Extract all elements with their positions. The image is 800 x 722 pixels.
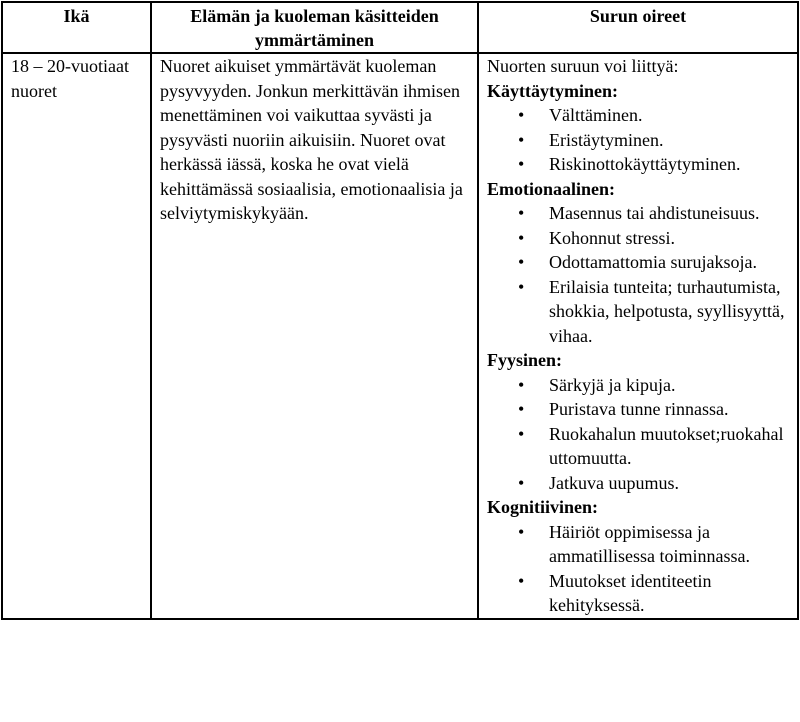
bullet-icon: • bbox=[518, 105, 525, 125]
bullet-icon: • bbox=[518, 374, 525, 395]
understanding-cell: Nuoret aikuiset ymmärtävät kuoleman pysyvyyden. Jonkun merkittävän ihmisen menettäminen voi vaikuttaa syvästi ja pysyvästi nuoriin aikuisiin. Nuoret ovat herkässä iässä, koska he ovat vielä kehittämässä sosiaalisia, emotionaalisia ja selviytymiskykyään. bbox=[151, 53, 478, 619]
bullet-icon: • bbox=[518, 129, 525, 150]
category-cognitive-title: Kognitiivinen: bbox=[487, 497, 599, 517]
header-understanding: Elämän ja kuoleman käsitteiden ymmärtäminen bbox=[151, 2, 478, 53]
category-physical-list bbox=[487, 373, 789, 496]
bullet-icon: • bbox=[518, 423, 525, 444]
category-emotional-title: Emotionaalinen: bbox=[487, 178, 616, 199]
symptoms-intro: Nuorten suruun voi liittyä: bbox=[487, 56, 679, 76]
list-item: • Odottamattomia surujaksoja. bbox=[549, 250, 789, 275]
header-age: Ikä bbox=[2, 2, 151, 53]
list-item: • Riskinottokäyttäytyminen. bbox=[549, 152, 789, 177]
bullet-icon: • bbox=[518, 570, 525, 591]
list-item: • Ruokahalun muutokset;ruokahaluttomuutta. bbox=[518, 423, 784, 468]
list-item: • Masennus tai ahdistuneisuus. bbox=[549, 201, 789, 226]
age-cell: 18 – 20-vuotiaat nuoret bbox=[2, 53, 151, 619]
category-behavioral-title: Käyttäytyminen: bbox=[487, 80, 618, 101]
category-cognitive-list bbox=[487, 520, 789, 618]
bullet-icon: • bbox=[518, 521, 525, 542]
bullet-icon: • bbox=[518, 276, 525, 297]
grief-symptoms-table bbox=[1, 1, 799, 620]
list-item: • Häiriöt oppimisessa ja ammatillisessa toiminnassa. bbox=[518, 521, 750, 566]
bullet-icon: • bbox=[518, 472, 525, 493]
bullet-icon: • bbox=[518, 252, 525, 272]
list-item: • Eristäytyminen. bbox=[549, 128, 789, 153]
list-item: • Erilaisia tunteita; turhautumista, shokkia, helpotusta, syyllisyyttä, vihaa. bbox=[518, 276, 785, 346]
category-emotional-list bbox=[487, 201, 789, 348]
bullet-icon: • bbox=[518, 399, 525, 419]
table-row bbox=[2, 53, 798, 619]
bullet-icon: • bbox=[518, 227, 525, 248]
list-item: • Jatkuva uupumus. bbox=[549, 471, 789, 496]
category-physical-title: Fyysinen: bbox=[487, 350, 563, 370]
list-item: • Muutokset identiteetin kehityksessä. bbox=[518, 570, 712, 615]
table-header-row bbox=[2, 2, 798, 53]
list-item: • Kohonnut stressi. bbox=[549, 226, 789, 251]
category-behavioral-list bbox=[487, 103, 789, 177]
list-item: • Puristava tunne rinnassa. bbox=[549, 397, 789, 422]
list-item: • Välttäminen. bbox=[549, 103, 789, 128]
list-item: • Särkyjä ja kipuja. bbox=[549, 373, 789, 398]
bullet-icon: • bbox=[518, 203, 525, 223]
bullet-icon: • bbox=[518, 154, 525, 174]
header-symptoms: Surun oireet bbox=[478, 2, 798, 53]
symptoms-cell bbox=[478, 53, 798, 619]
